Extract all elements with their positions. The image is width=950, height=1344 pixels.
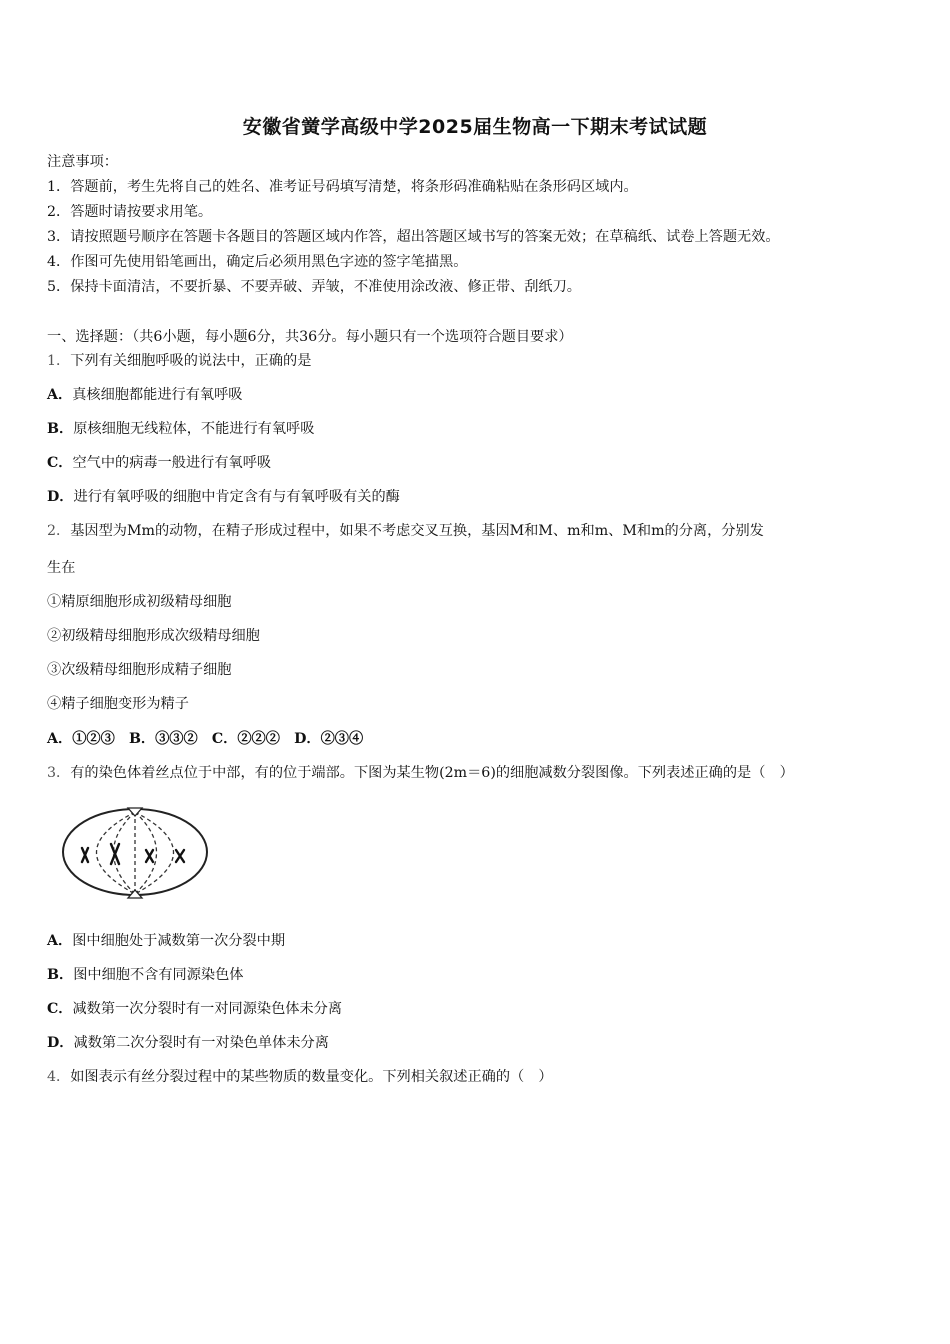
option-label: B． xyxy=(47,421,74,437)
option-label: C． xyxy=(47,1001,73,1017)
option-text: 进行有氧呼吸的细胞中肯定含有与有氧呼吸有关的酶 xyxy=(73,489,400,505)
option-text: 空气中的病毒一般进行有氧呼吸 xyxy=(72,455,272,471)
q3-option-b xyxy=(47,965,243,985)
question-stem: 基因型为Mm的动物，在精子形成过程中，如果不考虑交叉互换，基因M和M、m和m、M和m的分离，分别发 xyxy=(70,523,764,539)
option-label: C． xyxy=(47,455,73,471)
question-4 xyxy=(47,1067,553,1087)
question-number: 1． xyxy=(47,353,71,369)
notice-item: 3．请按照题号顺序在答题卡各题目的答题区域内作答，超出答题区域书写的答案无效；在草稿纸、试卷上答题无效。 xyxy=(47,229,780,245)
option-text: 原核细胞无线粒体，不能进行有氧呼吸 xyxy=(73,421,315,437)
option-label: A． xyxy=(47,933,73,949)
q3-option-c xyxy=(47,999,342,1019)
q3-option-a xyxy=(47,931,285,951)
q2-options: A．①②③ B．③③② C．②②② D．②③④ xyxy=(47,731,364,747)
q2-item-4: ④精子细胞变形为精子 xyxy=(47,696,189,712)
exam-title: 安徽省黉学高级中学2025届生物高一下期末考试试题 xyxy=(242,116,708,138)
q1-option-d xyxy=(47,487,400,507)
q2-item-2: ②初级精母细胞形成次级精母细胞 xyxy=(47,628,260,644)
question-3 xyxy=(47,763,794,783)
option-label: D． xyxy=(47,1035,74,1051)
question-2 xyxy=(47,521,764,541)
question-stem-continued: 生在 xyxy=(47,560,76,576)
option-text: 减数第一次分裂时有一对同源染色体未分离 xyxy=(72,1001,343,1017)
notice-heading: 注意事项： xyxy=(47,154,118,170)
question-stem: 有的染色体着丝点位于中部，有的位于端部。下图为某生物(2m＝6)的细胞减数分裂图像。下列表述正确的是（ ） xyxy=(70,765,794,781)
option-text: 图中细胞处于减数第一次分裂中期 xyxy=(72,933,286,949)
cell-division-figure xyxy=(58,800,213,910)
notice-item: 4．作图可先使用铅笔画出，确定后必须用黑色字迹的签字笔描黑。 xyxy=(47,254,468,270)
notice-item: 2．答题时请按要求用笔。 xyxy=(47,204,213,220)
question-stem: 如图表示有丝分裂过程中的某些物质的数量变化。下列相关叙述正确的（ ） xyxy=(70,1069,553,1085)
option-text: 真核细胞都能进行有氧呼吸 xyxy=(72,387,243,403)
option-label: D． xyxy=(47,489,74,505)
option-text: 图中细胞不含有同源染色体 xyxy=(73,967,244,983)
question-1 xyxy=(47,351,311,371)
option-label: A． xyxy=(47,387,73,403)
question-number: 3． xyxy=(47,765,71,781)
section-heading: 一、选择题：（共6小题，每小题6分，共36分。每小题只有一个选项符合题目要求） xyxy=(47,329,573,345)
option-label: B． xyxy=(47,967,74,983)
q1-option-a xyxy=(47,385,242,405)
notice-item: 5．保持卡面清洁，不要折暴、不要弄破、弄皱，不准使用涂改液、修正带、刮纸刀。 xyxy=(47,279,581,295)
question-number: 4． xyxy=(47,1069,71,1085)
q2-item-3: ③次级精母细胞形成精子细胞 xyxy=(47,662,232,678)
q3-option-d xyxy=(47,1033,329,1053)
option-text: 减数第二次分裂时有一对染色单体未分离 xyxy=(73,1035,329,1051)
notice-item: 1．答题前，考生先将自己的姓名、准考证号码填写清楚，将条形码准确粘贴在条形码区域内。 xyxy=(47,179,638,195)
q1-option-c xyxy=(47,453,271,473)
question-stem: 下列有关细胞呼吸的说法中，正确的是 xyxy=(70,353,312,369)
q1-option-b xyxy=(47,419,314,439)
question-number: 2． xyxy=(47,523,71,539)
q2-item-1: ①精原细胞形成初级精母细胞 xyxy=(47,594,232,610)
